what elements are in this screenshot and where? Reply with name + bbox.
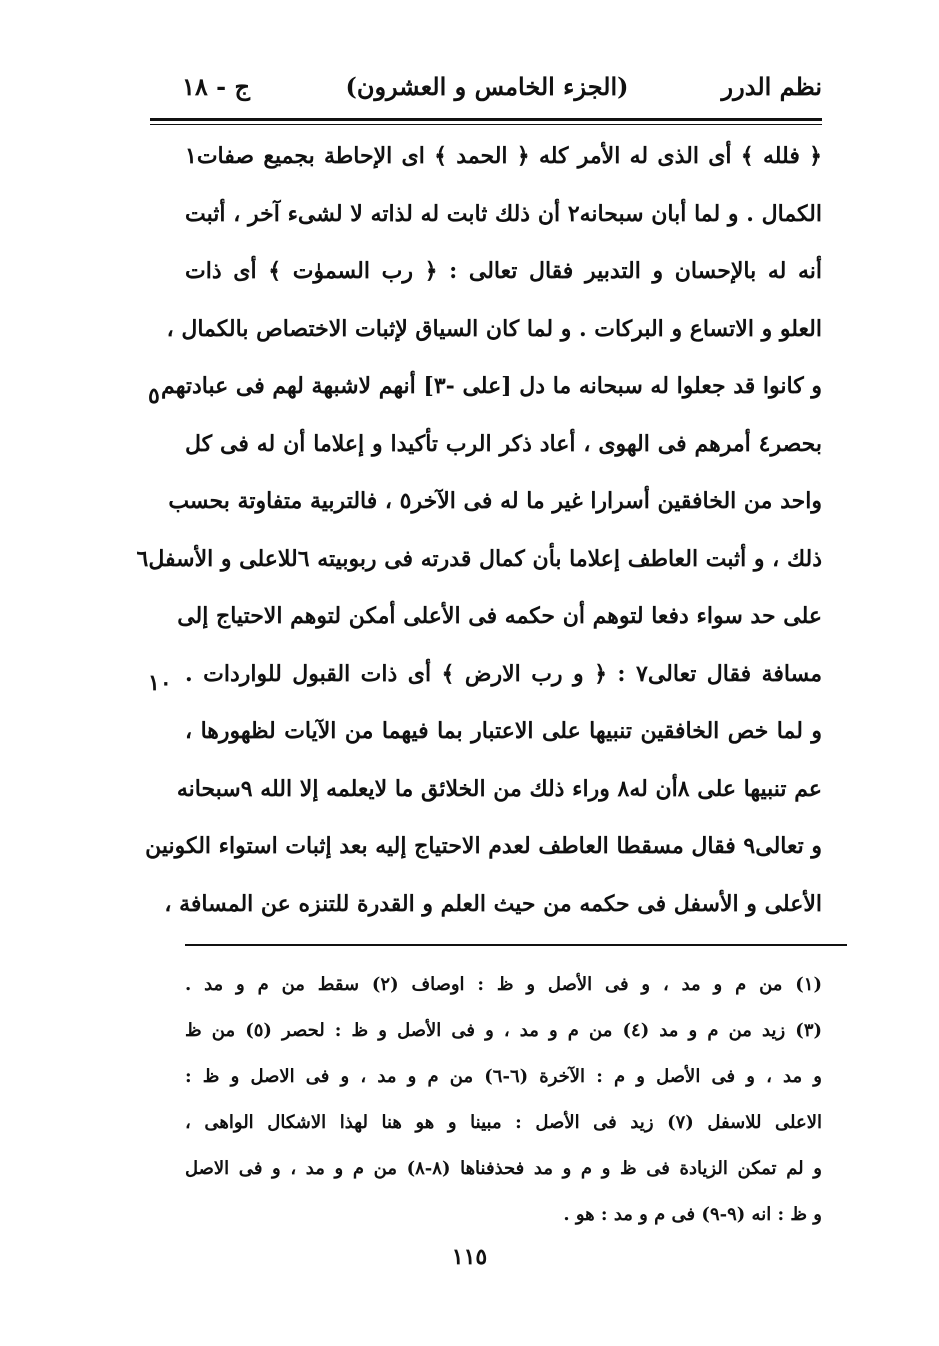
line-number-10: ١٠: [148, 670, 172, 696]
page-header: [152, 60, 822, 112]
part-number: ج - ١٨: [182, 72, 250, 101]
text-line: واحد من الخافقين أسرارا غير ما له فى الآخر٥ ، فالتربية متفاوتة بحسب: [168, 488, 822, 514]
text-line: بحصر٤ أمرهم فى الهوى ، أعاد ذكر الرب تأكيدا و إعلاما أن له فى كل: [185, 430, 822, 457]
footnote-line: و مد ، و فى الأصل و م : الآخرة (٦-٦) من م و مد ، و فى الاصل و ظ :: [185, 1066, 822, 1087]
text-line: و كانوا قد جعلوا له سبحانه ما دل [على -٣] أنهم لاشبهة لهم فى عبادتهم: [161, 373, 822, 399]
text-line: ذلك ، و أثبت العاطف إعلاما بأن كمال قدرته فى ربوبيته ٦للاعلى و الأسفل٦: [136, 545, 822, 572]
footnote-rule: [185, 944, 847, 946]
text-line: مسافة فقال تعالى٧ : ﴿ و رب الارض ﴾ أى ذات القبول للواردات .: [185, 660, 822, 687]
footnote-line: (١) من م و مد ، و فى الأصل و ظ : اوصاف (٢) سقط من م و مد .: [185, 974, 822, 995]
line-number-5: ٥: [148, 383, 160, 409]
footnote-line: (٣) زيد من م و مد (٤) من م و مد ، و فى الأصل و ظ : لحصر (٥) من ظ: [185, 1020, 823, 1041]
header-rule: [150, 118, 822, 125]
footnote-line: الاعلى للاسفل (٧) زيد فى الأصل : مبينا و هو هنا لهذا الاشكال الواهى ،: [185, 1112, 822, 1133]
book-title: نظم الدرر: [721, 72, 822, 101]
footnote-line: و ظ : انه (٩-٩) فى م و مد : هو .: [563, 1204, 822, 1225]
text-line: الكمال . و لما أبان سبحانه٢ أن ذلك ثابت له لذاته لا لشىء آخر ، أثبت: [185, 200, 822, 227]
text-line: عم تنبيها على ٨أن له٨ وراء ذلك من الخلائق ما لايعلمه إلا الله ٩سبحانه: [176, 775, 822, 802]
text-line: و تعالى٩ فقال مسقطا العاطف لعدم الاحتياج إليه بعد إثبات استواء الكونين: [145, 833, 822, 859]
page-number: ١١٥: [451, 1244, 488, 1270]
text-line: على حد سواء دفعا لتوهم أن حكمه فى الأعلى أمكن لتوهم الاحتياج إلى: [177, 603, 822, 629]
text-line: الأعلى و الأسفل فى حكمه من حيث العلم و القدرة للتنزه عن المسافة ،: [164, 890, 822, 917]
volume-title: (الجزء الخامس و العشرون): [345, 72, 629, 101]
text-line: أنه له بالإحسان و التدبير فقال تعالى : ﴿ رب السموٰت ﴾ أى ذات: [185, 258, 822, 284]
footnotes: [185, 962, 822, 1238]
text-line: العلو و الاتساع و البركات . و لما كان السياق لإثبات الاختصاص بالكمال ،: [166, 315, 822, 342]
text-line: ﴿ فلله ﴾ أى الذى له الأمر كله ﴿ الحمد ﴾ اى الإحاطة بجميع صفات١: [185, 143, 822, 169]
footnote-line: و لم تمكن الزيادة فى ظ و م و مد فحذفناها (٨-٨) من م و مد ، و فى الاصل: [185, 1158, 822, 1179]
text-line: و لما خص الخافقين تنبيها على الاعتبار بما فيهما من الآيات لظهورها ،: [185, 718, 822, 744]
